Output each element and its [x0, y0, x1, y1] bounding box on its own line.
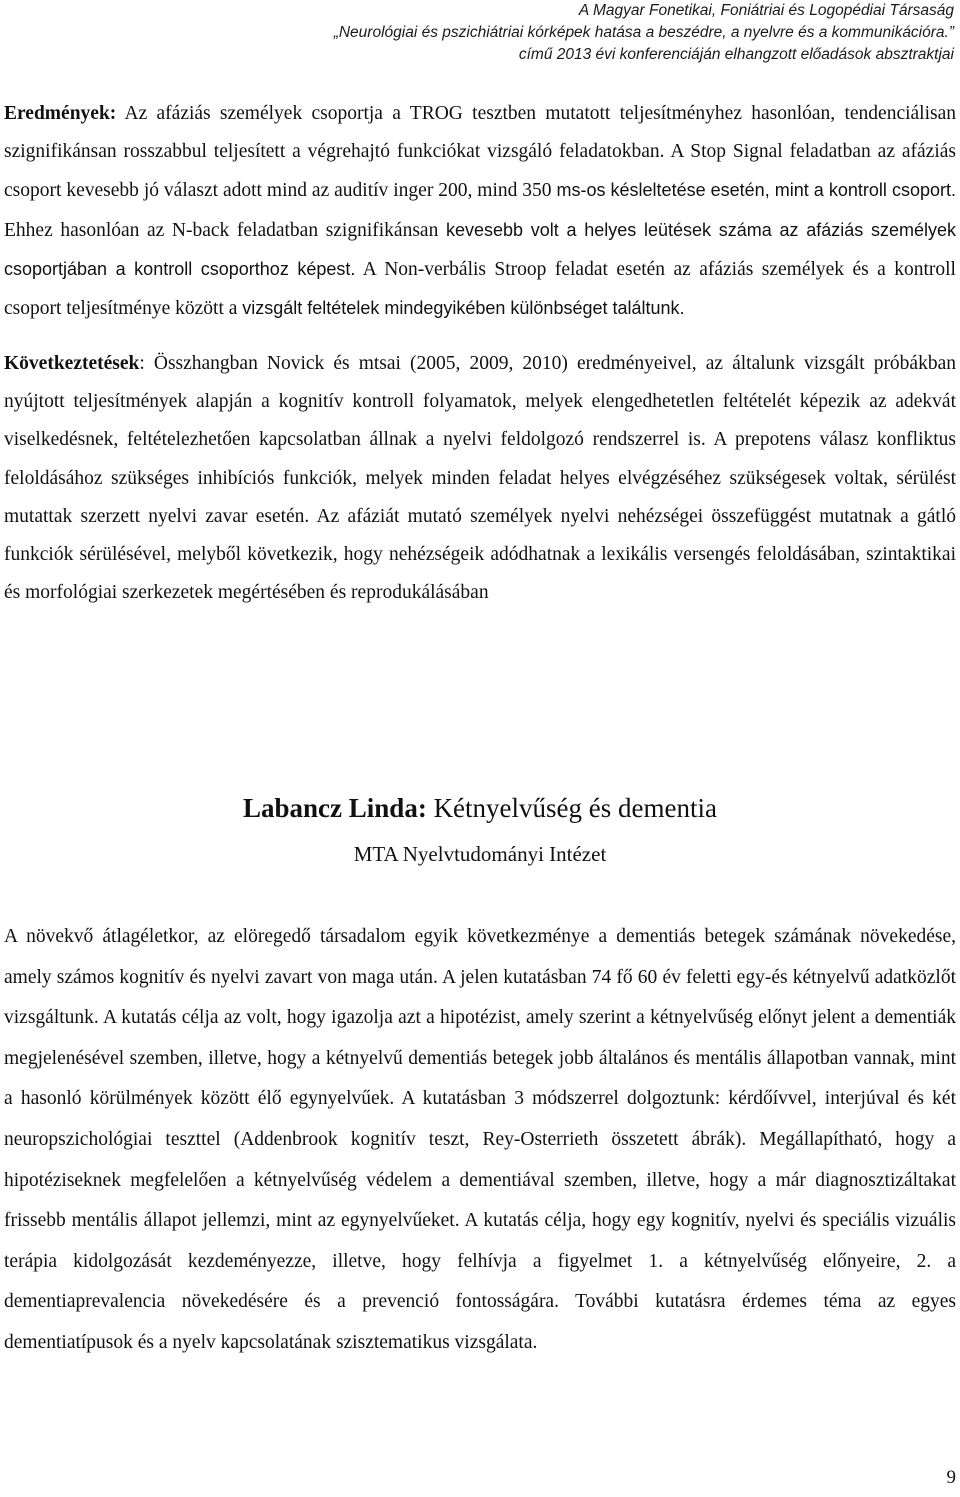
results-text-2: A Stop Signal feladatban az afáziás csoport kevesebb jó választ adott mind az auditív inger 200, mind 350 — [4, 141, 956, 202]
header-conference-title: „Neurológiai és pszichiátriai kórképek hatása a beszédre, a nyelvre és a kommunikációra.” — [333, 24, 954, 41]
conclusions-section — [4, 345, 956, 612]
results-text-7: vizsgált feltételek mindegyikében különbséget találtunk. — [242, 298, 685, 319]
results-text-6: A Non-verbális Stroop feladat esetén az afáziás személyek és a kontroll csoport teljesítménye között a — [4, 258, 956, 320]
results-text-5: kevesebb volt a helyes leütések száma az afáziás személyek csoportjában a kontroll csoporthoz képest. — [4, 219, 956, 279]
talk-topic: Kétnyelvűség és dementia — [426, 793, 717, 823]
abstract-section — [4, 917, 956, 1364]
running-header — [54, 0, 954, 66]
conclusions-label: Következtetések — [4, 353, 140, 374]
results-text-3: ms-os késleltetése esetén, mint a kontroll csoport. — [556, 180, 956, 201]
page-number: 9 — [946, 1467, 956, 1488]
header-abstracts-note: című 2013 évi konferenciáján elhangzott előadások absztraktjai — [518, 46, 954, 63]
conclusions-colon: : — [139, 353, 154, 374]
abstract-paragraph: A növekvő átlagéletkor, az elöregedő társadalom egyik következménye a dementiás betegek számának növekedése, amely számos kognitív és nyelvi zavart von maga után. A jelen kutatásban 74 fő 60 év feletti egy-és kétnyelvű adatközlőt vizsgáltunk. A kutatás célja az volt, hogy igazolja azt a hipotézist, amely szerint a kétnyelvűség előnyt jelent a dementiák megjelenésével szemben, illetve, hogy a kétnyelvű dementiás betegek jobb általános és mentális állapotban vannak, mint a hasonló körülmények között élő egynyelvűek. A kutatásban 3 módszerrel dolgoztunk: kérdőívvel, interjúval és két neuropszichológiai teszttel (Addenbrook kognitív teszt, Rey-Osterrieth összetett ábrák). Megállapítható, hogy a hipotéziseknek megfelelően a kétnyelvűség védelem a dementiával szemben, illetve, hogy a már diagnosztizáltakat frissebb mentális állapot jellemzi, mint az egynyelvűeket. A kutatás célja, hogy egy kognitív, nyelvi és speciális vizuális terápia kidolgozását kezdeményezze, illetve, hogy felhívja a figyelmet 1. a kétnyelvűség előnyeire, 2. a dementiaprevalencia növekedésére és a prevenció fontosságára. További kutatásra érdemes téma az egyes dementiatípusok és a nyelv kapcsolatának szisztematikus vizsgálata. — [4, 926, 956, 1353]
talk-title — [0, 786, 960, 830]
talk-author: Labancz Linda: — [243, 793, 427, 823]
results-text-1: Az afáziás személyek csoportja a TROG tesztben mutatott teljesítményhez hasonlóan, tendenciálisan szignifikánsan rosszabbul teljesített a végrehajtó funkciókat vizsgáló feladatokban. — [4, 103, 956, 163]
results-section — [4, 95, 956, 328]
results-paragraph — [4, 95, 956, 328]
results-label: Eredmények: — [4, 103, 117, 124]
talk-affiliation: MTA Nyelvtudományi Intézet — [353, 842, 607, 866]
header-society: A Magyar Fonetikai, Foniátriai és Logopédiai Társaság — [578, 2, 954, 19]
conclusions-paragraph — [4, 345, 956, 612]
results-text-4: Ehhez hasonlóan az N-back feladatban szignifikánsan — [4, 219, 446, 241]
conclusions-text: Összhangban Novick és mtsai (2005, 2009, 2010) eredményeivel, az általunk vizsgált próbákban nyújtott teljesítmények alapján a kognitív kontroll folyamatok, melyek elengedhetetlen feltételét képezik az adekvát viselkedésnek, feltételezhetően kapcsolatban állnak a nyelvi feldolgozó rendszerrel is. A prepotens válasz konfliktus feloldásához szükséges inhibíciós funkciók, melyek minden feladat helyes elvégzéséhez szükségesek voltak, sérülést mutattak szerzett nyelvi zavar esetén. Az afáziát mutató személyek nyelvi nehézségei összefüggést mutatnak a gátló funkciók sérülésével, melyből következik, hogy nehézségeik adódhatnak a lexikális versengés feloldásában, szintaktikai és morfológiai szerkezetek megértésében és reprodukálásában — [4, 353, 956, 604]
